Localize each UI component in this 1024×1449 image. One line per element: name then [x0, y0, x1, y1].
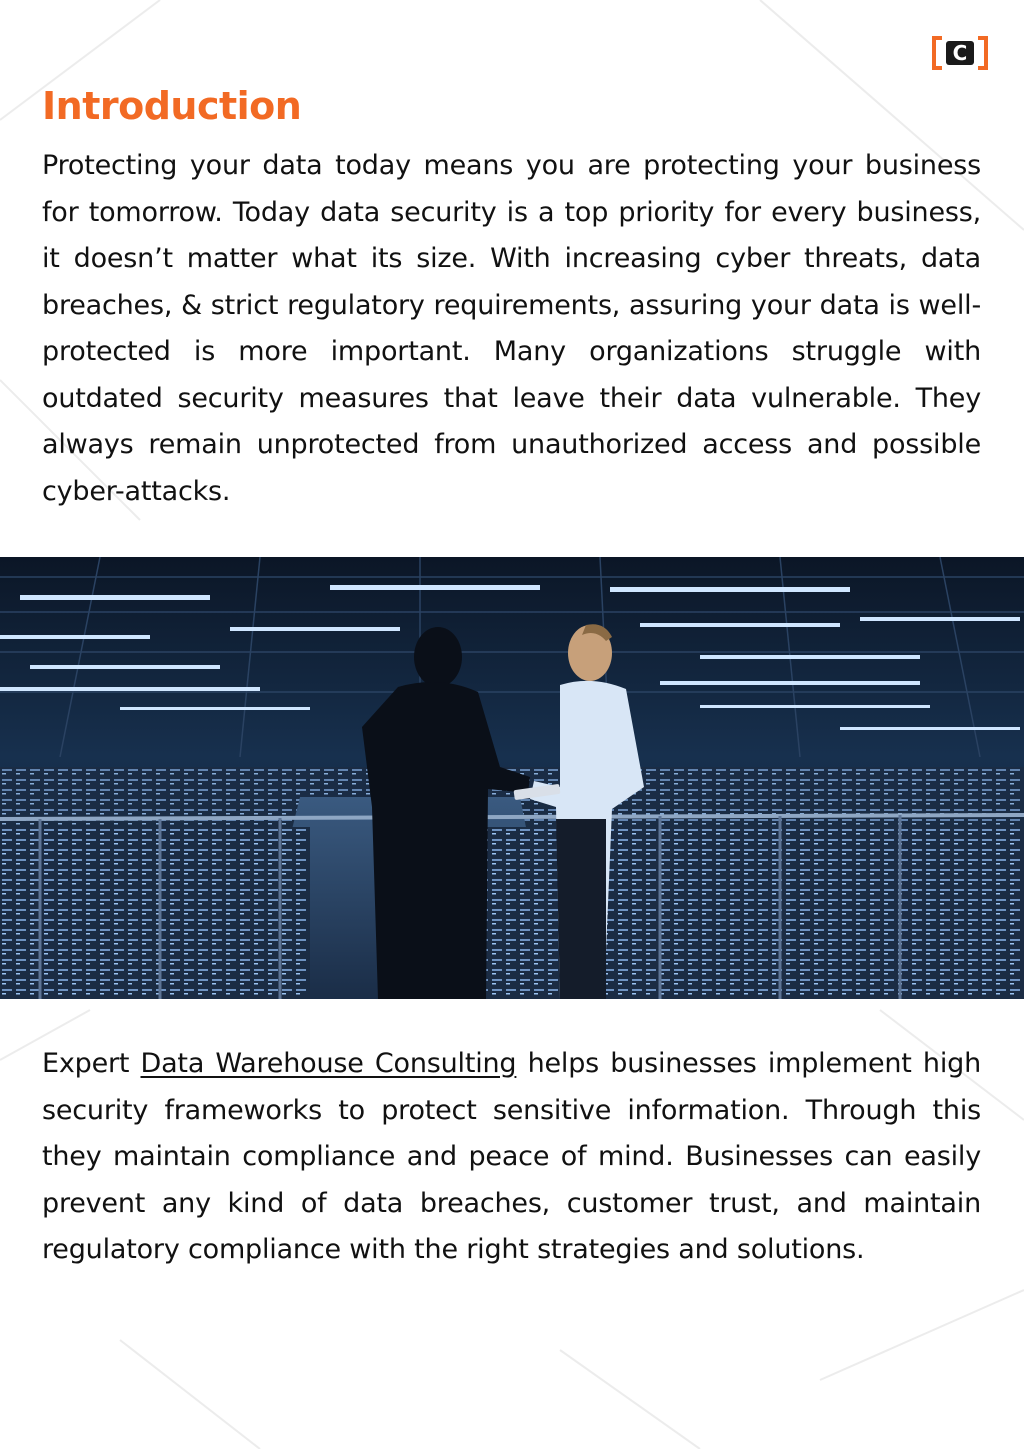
logo-letter: C: [946, 41, 974, 65]
brand-logo[interactable]: [932, 36, 988, 70]
body-prefix: Expert: [42, 1048, 141, 1079]
section-title: Introduction: [42, 84, 302, 128]
intro-paragraph: Protecting your data today means you are protecting your business for tomorrow. Today data security is a top priority for every business, it doesn’t matter what its size. With increasing cyber threats, data breaches, & strict regulatory requirements, assuring your data is well-protected is more important. Many organizations struggle with outdated security measures that leave their data vulnerable. They always remain unprotected from unauthorized access and possible cyber-attacks.: [42, 150, 981, 507]
body-paragraph: [42, 1041, 981, 1274]
data-warehouse-consulting-link[interactable]: Data Warehouse Consulting: [140, 1048, 517, 1079]
body-suffix: helps businesses implement high security frameworks to protect sensitive information. Through this they maintain compliance and peace of mind. Businesses can easily prevent any kind of data breaches, customer trust, and maintain regulatory compliance with the right strategies and solutions.: [42, 1048, 981, 1265]
logo-right-bracket: [978, 36, 988, 70]
logo-left-bracket: [932, 36, 942, 70]
data-center-photo: [0, 557, 1024, 999]
